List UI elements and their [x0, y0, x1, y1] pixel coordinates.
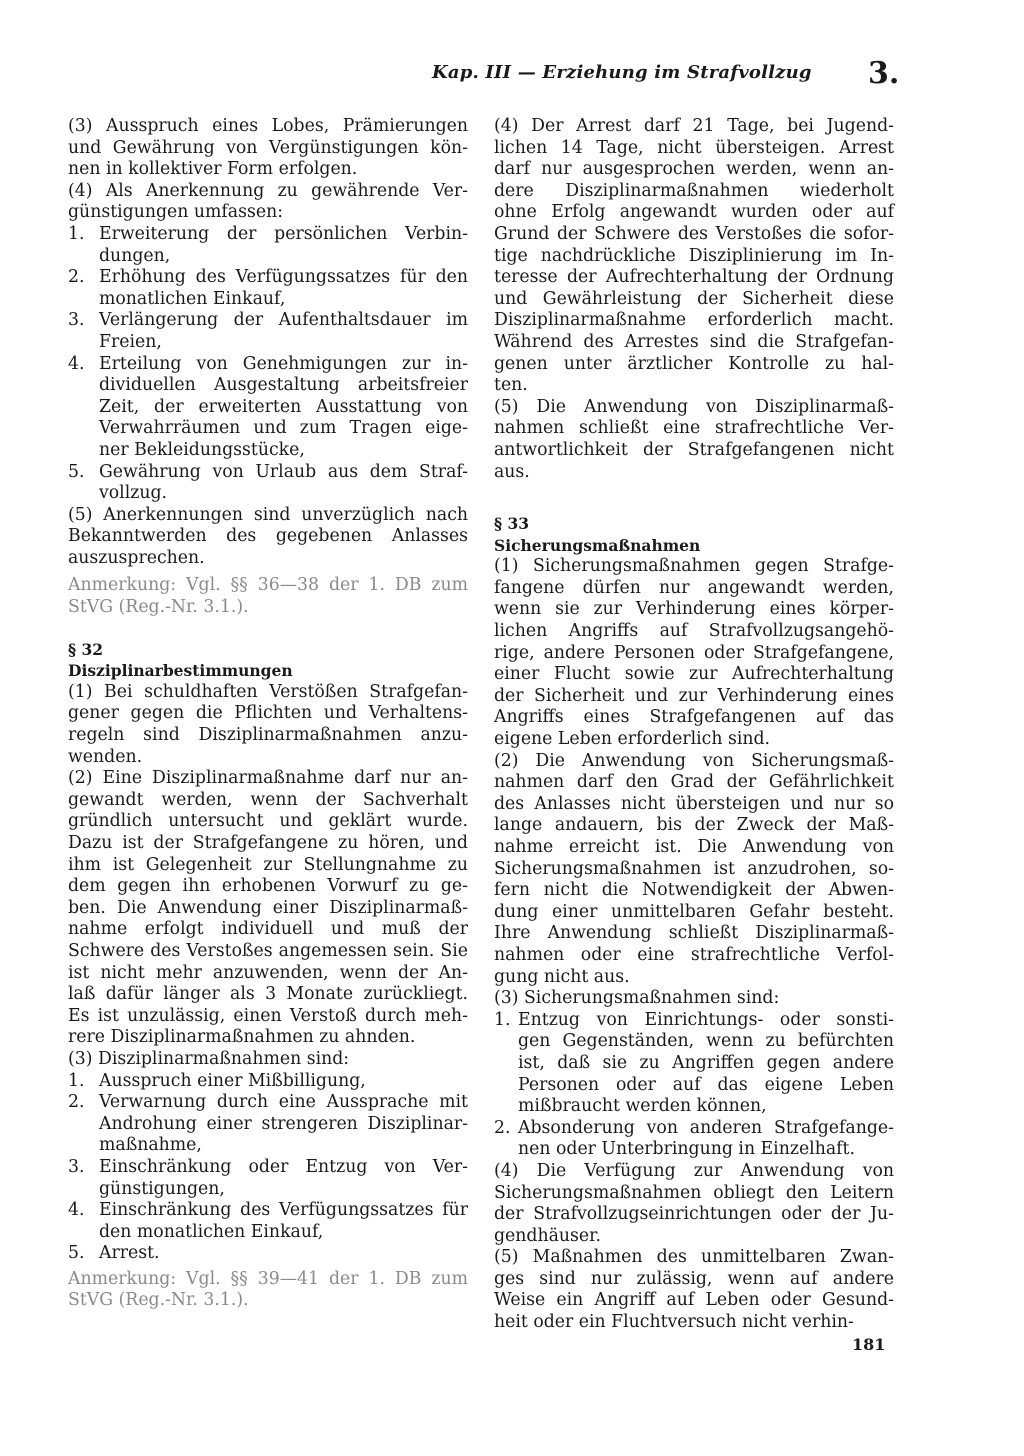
text-line: ihm ist Gelegenheit zur Stellungnahme zu — [68, 854, 468, 875]
list-item-text: günstigungen, — [99, 1178, 225, 1199]
paragraph-32-4 — [494, 116, 894, 397]
list-item-line — [68, 1222, 468, 1244]
text-line: teresse der Aufrechterhaltung der Ordnung — [494, 267, 894, 288]
list-item-text: Androhung einer strengeren Disziplinar- — [99, 1113, 468, 1134]
text-line: ten. — [494, 375, 528, 396]
text-line: gung nicht aus. — [494, 966, 630, 987]
list-item-text: Gewährung von Urlaub aus dem Straf- — [99, 461, 468, 482]
text-line: regeln sind Disziplinarmaßnahmen anzu- — [68, 725, 468, 746]
list-item-number — [494, 1096, 518, 1118]
list-item-number — [68, 440, 99, 462]
text-line: Während des Arrestes sind die Strafgefan- — [494, 331, 894, 352]
text-line: aus. — [494, 461, 530, 482]
list-item-number: 1. — [68, 223, 85, 244]
text-line: (4) Die Verfügung zur Anwendung von — [494, 1160, 894, 1181]
text-line: fangene dürfen nur angewandt werden, — [494, 577, 894, 598]
list-item-number: 3. — [68, 1156, 85, 1177]
text-line: ges sind nur zulässig, wenn auf andere — [494, 1268, 894, 1289]
list-item-number: 2. — [494, 1117, 511, 1138]
text-line: nahme erreicht ist. Die Anwendung von — [494, 837, 894, 857]
list-item-line — [68, 483, 468, 505]
text-line: auszusprechen. — [68, 547, 205, 568]
text-line: (5) Anerkennungen sind unverzüglich nach — [68, 504, 468, 525]
list-item-line — [494, 1075, 894, 1097]
list-item-line — [68, 1243, 468, 1265]
text-line: nahmen darf den Grad der Gefährlichkeit — [494, 772, 894, 793]
text-line: Sicherungsmaßnahmen ist anzudrohen, so- — [494, 858, 894, 879]
list-item-number — [68, 1222, 99, 1244]
list-item-text: Arrest. — [99, 1243, 160, 1264]
section-32-number: § 32 — [68, 639, 104, 659]
paragraph-33-1 — [494, 556, 894, 750]
list-item-line — [68, 310, 468, 332]
list-item-text: maßnahme, — [99, 1135, 202, 1156]
list-item-number — [68, 289, 99, 311]
list-item-number — [68, 483, 99, 505]
list-item-text: Erteilung von Genehmigungen zur in- — [99, 353, 468, 374]
text-line: wenden. — [68, 746, 143, 767]
list-item-number: 3. — [68, 310, 85, 331]
text-line: fern nicht die Notwendigkeit der Abwen- — [494, 880, 894, 901]
text-line: gewandt werden, wenn der Sachverhalt — [68, 789, 468, 810]
list-item-line — [68, 1114, 468, 1136]
list-item-text: Absonderung von anderen Strafgefange- — [518, 1117, 894, 1138]
list-item-line — [494, 1010, 894, 1032]
list-item-line — [68, 332, 468, 354]
list-item-text: den monatlichen Einkauf, — [99, 1221, 324, 1242]
list-item-text: mißbraucht werden können, — [518, 1096, 767, 1117]
list-item-line — [68, 1135, 468, 1157]
text-line: Schwere des Verstoßes angemessen sein. Sie — [68, 940, 468, 961]
text-line: (3) Sicherungsmaßnahmen sind: — [494, 988, 780, 1009]
page-number: 181 — [852, 1335, 886, 1354]
text-line: Disziplinarmaßnahme erforderlich macht. — [494, 310, 894, 331]
left-column — [68, 116, 468, 1312]
section-33-title: Sicherungsmaßnahmen — [494, 535, 701, 555]
text-line: lange andauern, bis der Zweck der Maß- — [494, 815, 894, 836]
text-line: nahmen oder eine strafrechtliche Verfol- — [494, 944, 894, 965]
text-line: (1) Sicherungsmaßnahmen gegen Strafge- — [494, 556, 894, 577]
list-item-number: 5. — [68, 1243, 85, 1264]
list-item-line — [68, 267, 468, 289]
paragraph-31-5 — [68, 505, 468, 570]
list-item-text: vollzug. — [99, 483, 168, 504]
text-line: der Strafvollzugseinrichtungen oder der Ju- — [494, 1204, 894, 1225]
paragraph-33-2 — [494, 751, 894, 989]
text-line: StVG (Reg.-Nr. 3.1.). — [68, 597, 249, 618]
list-item-line — [494, 1096, 894, 1118]
text-line: Es ist unzulässig, einen Verstoß durch meh- — [68, 1005, 468, 1026]
text-line: rige, andere Personen oder Strafgefangene, — [494, 642, 894, 663]
text-line: (5) Die Anwendung von Disziplinarmaß- — [494, 396, 894, 417]
list-item-text: Einschränkung oder Entzug von Ver- — [99, 1156, 468, 1177]
list-32 — [68, 1071, 468, 1265]
list-item-text: Erweiterung der persönlichen Verbin- — [99, 223, 468, 244]
text-line: StVG (Reg.-Nr. 3.1.). — [68, 1290, 249, 1311]
list-item-text: ist, daß sie zu Angriffen gegen andere — [518, 1052, 894, 1073]
text-line: Angriffs eines Strafgefangenen auf das — [494, 707, 894, 728]
list-item-text: Ausspruch einer Mißbilligung, — [99, 1070, 366, 1091]
list-item-text: Personen oder auf das eigene Leben — [518, 1074, 894, 1095]
text-line: (3) Disziplinarmaßnahmen sind: — [68, 1048, 350, 1069]
paragraph-31-3 — [68, 116, 468, 181]
list-item-line — [68, 246, 468, 268]
list-item-number — [494, 1139, 518, 1161]
text-line: (5) Maßnahmen des unmittelbaren Zwan- — [494, 1247, 894, 1268]
text-line: (2) Eine Disziplinarmaßnahme darf nur an- — [68, 768, 468, 789]
text-line: der Sicherheit und zur Verhinderung eines — [494, 685, 894, 706]
text-line: gendhäuser. — [494, 1225, 601, 1246]
list-item-line — [68, 1200, 468, 1222]
text-line: dere Disziplinarmaßnahmen wiederholt — [494, 180, 894, 201]
paragraph-32-5 — [494, 397, 894, 483]
chapter-number: 3. — [868, 56, 900, 91]
text-line: ohne Erfolg angewandt wurden oder auf — [494, 202, 894, 223]
text-line: (4) Der Arrest darf 21 Tage, bei Jugend- — [494, 116, 894, 136]
list-31 — [68, 224, 468, 505]
text-line: dem gegen ihn erhobenen Vorwurf zu ge- — [68, 876, 468, 897]
text-line: tige nachdrückliche Disziplinierung im In- — [494, 245, 894, 266]
list-item-line — [68, 224, 468, 246]
text-line: (2) Die Anwendung von Sicherungsmaß- — [494, 750, 894, 771]
list-item-text: Erhöhung des Verfügungssatzes für den — [99, 267, 468, 288]
list-item-number — [68, 246, 99, 268]
text-line: (3) Ausspruch eines Lobes, Prämierungen — [68, 116, 468, 136]
list-item-text: Zeit, der erweiterten Ausstattung von — [99, 396, 468, 417]
list-item-text: Entzug von Einrichtungs- oder sonsti- — [518, 1009, 894, 1030]
text-line: nahmen schließt eine strafrechtliche Ver- — [494, 418, 894, 439]
text-line: ist nicht mehr anzuwenden, wenn der An- — [68, 962, 468, 983]
text-line: nahme erfolgt individuell und muß der — [68, 919, 468, 940]
text-line: darf nur ausgesprochen werden, wenn an- — [494, 159, 894, 180]
paragraph-32-2 — [68, 768, 468, 1049]
list-item-number — [68, 1135, 99, 1157]
text-line: genen unter ärztlicher Kontrolle zu hal- — [494, 353, 894, 374]
list-item-line — [494, 1139, 894, 1161]
text-line: wenn sie zur Verhinderung eines körper- — [494, 599, 894, 620]
text-line: gener gegen die Pflichten und Verhaltens- — [68, 703, 468, 724]
paragraph-31-4 — [68, 181, 468, 224]
text-line: (1) Bei schuldhaften Verstößen Strafgefan- — [68, 681, 468, 702]
paragraph-33-5 — [494, 1247, 894, 1333]
list-item-number: 2. — [68, 1092, 85, 1113]
note-31 — [68, 575, 468, 618]
list-item-number: 1. — [68, 1070, 85, 1091]
text-line: laß dafür länger als 3 Monate zurückliegt. — [68, 984, 468, 1005]
text-line: Sicherungsmaßnahmen obliegt den Leitern — [494, 1182, 894, 1203]
text-line: rere Disziplinarmaßnahmen zu ahnden. — [68, 1027, 416, 1048]
list-item-number: 2. — [68, 267, 85, 288]
text-line: nen in kollektiver Form erfolgen. — [68, 159, 358, 180]
list-item-text: gen Gegenständen, wenn zu befürchten — [518, 1031, 894, 1052]
text-line: Bekanntwerden des gegebenen Anlasses — [68, 526, 468, 547]
list-item-text: Verwarnung durch eine Aussprache mit — [99, 1092, 468, 1113]
list-item-text: Verwahrräumen und zum Tragen eige- — [99, 418, 468, 439]
paragraph-32-1 — [68, 682, 468, 768]
text-line: dung einer unmittelbaren Gefahr besteht. — [494, 901, 894, 922]
text-line: Anmerkung: Vgl. §§ 36—38 der 1. DB zum — [68, 575, 468, 596]
list-item-line — [68, 1092, 468, 1114]
text-line: Dazu ist der Strafgefangene zu hören, und — [68, 833, 468, 853]
list-item-number — [494, 1075, 518, 1097]
text-line: eigene Leben erforderlich sind. — [494, 729, 771, 750]
list-item-number — [68, 1179, 99, 1201]
list-item-number: 5. — [68, 461, 85, 482]
list-item-text: Verlängerung der Aufenthaltsdauer im — [99, 310, 468, 331]
running-header: Kap. III — Erziehung im Strafvollzug — [432, 62, 812, 83]
text-line: Ihre Anwendung schließt Disziplinarmaß- — [494, 923, 894, 944]
list-item-line — [68, 354, 468, 376]
note-32 — [68, 1269, 468, 1312]
section-33-number: § 33 — [494, 514, 530, 534]
list-item-number — [494, 1031, 518, 1053]
text-line: und Gewährung von Vergünstigungen kön- — [68, 137, 468, 158]
list-item-number: 1. — [494, 1009, 511, 1030]
list-item-number — [68, 397, 99, 419]
list-item-line — [494, 1031, 894, 1053]
list-item-line — [494, 1118, 894, 1140]
list-item-number: 4. — [68, 1200, 85, 1221]
list-item-line — [68, 1179, 468, 1201]
right-column — [494, 116, 894, 1334]
section-32-title: Disziplinarbestimmungen — [68, 661, 293, 681]
list-item-text: dungen, — [99, 245, 171, 266]
list-item-line — [68, 375, 468, 397]
list-item-text: Freien, — [99, 331, 162, 352]
list-item-line — [68, 418, 468, 440]
text-line: und Gewährleistung der Sicherheit diese — [494, 288, 894, 309]
list-33 — [494, 1010, 894, 1161]
text-line: des Anlasses nicht übersteigen und nur so — [494, 793, 894, 814]
text-line: einer Flucht sowie zur Aufrechterhaltung — [494, 664, 894, 685]
list-item-line — [494, 1053, 894, 1075]
text-line: ben. Die Anwendung einer Disziplinarmaß- — [68, 897, 468, 918]
list-item-number — [68, 1114, 99, 1136]
text-line: Anmerkung: Vgl. §§ 39—41 der 1. DB zum — [68, 1268, 468, 1289]
list-item-number — [68, 375, 99, 397]
list-item-line — [68, 462, 468, 484]
text-line: Grund der Schwere des Verstoßes die sofor- — [494, 223, 894, 244]
list-item-line — [68, 440, 468, 462]
list-item-number — [68, 418, 99, 440]
list-item-line — [68, 1157, 468, 1179]
list-item-text: dividuellen Ausgestaltung arbeitsfreier — [99, 375, 468, 396]
text-line: antwortlichkeit der Strafgefangenen nicht — [494, 439, 894, 460]
list-item-text: nen oder Unterbringung in Einzelhaft. — [518, 1139, 855, 1160]
text-line: Weise ein Angriff auf Leben oder Gesund- — [494, 1290, 894, 1311]
list-item-line — [68, 289, 468, 311]
text-line: (4) Als Anerkennung zu gewährende Ver- — [68, 180, 468, 201]
list-item-number — [494, 1053, 518, 1075]
list-item-line — [68, 1071, 468, 1093]
list-item-text: monatlichen Einkauf, — [99, 288, 286, 309]
text-line: heit oder ein Fluchtversuch nicht verhin- — [494, 1312, 854, 1333]
text-line: günstigungen umfassen: — [68, 202, 284, 223]
paragraph-32-3 — [68, 1049, 468, 1071]
list-item-number: 4. — [68, 353, 85, 374]
list-item-number — [68, 332, 99, 354]
list-item-line — [68, 397, 468, 419]
text-line: gründlich untersucht und geklärt wurde. — [68, 811, 468, 832]
text-line: lichen Angriffs auf Strafvollzugsangehö- — [494, 621, 894, 642]
list-item-text: Einschränkung des Verfügungssatzes für — [99, 1200, 468, 1221]
paragraph-33-4 — [494, 1161, 894, 1247]
paragraph-33-3 — [494, 988, 894, 1010]
list-item-text: ner Bekleidungsstücke, — [99, 439, 305, 460]
text-line: lichen 14 Tage, nicht übersteigen. Arrest — [494, 137, 894, 158]
